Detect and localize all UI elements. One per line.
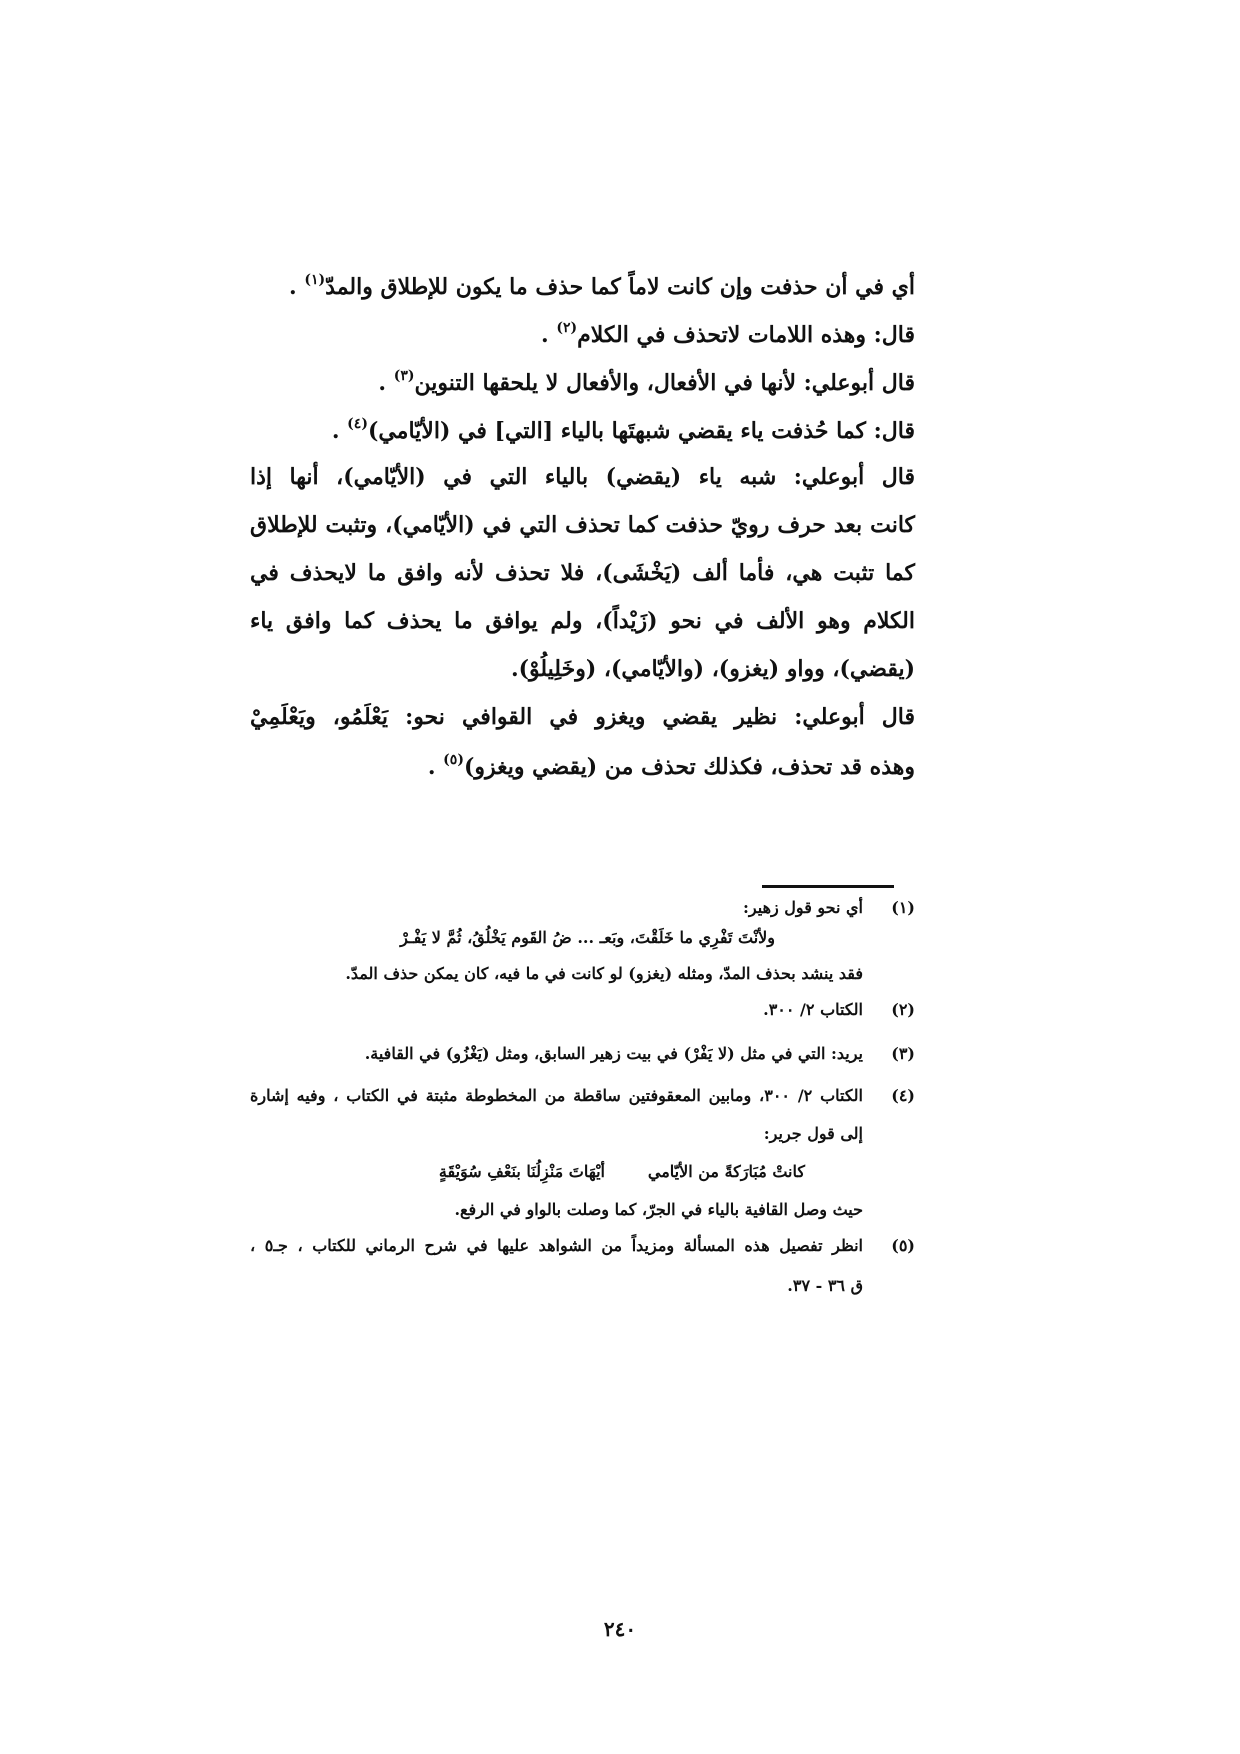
footnote-ref[interactable]: (٢) bbox=[556, 320, 578, 336]
line-text: قال أبوعلي: لأنها في الأفعال، والأفعال لا يلحقها التنوين bbox=[414, 370, 915, 396]
footnote-verse: ولأنْتَ تَفْرِي ما خَلَقْتَ، وبَعـ ... ضُ القَوم يَخْلُقُ، ثُمَّ لا يَفْـرْ bbox=[400, 928, 775, 947]
text-line: قال: كما حُذفت ياء يقضي شبهتَها بالياء [التي] في (الأيّامي)$^{(٤)}$ . bbox=[331, 416, 915, 444]
page-number: ٢٤٠ bbox=[603, 1617, 637, 1641]
footnote-text: انظر تفصيل هذه المسألة ومزيداً من الشواهد عليها في شرح الرماني للكتاب ، جـ٥ ، bbox=[250, 1236, 864, 1255]
footnote-text: أي نحو قول زهير: bbox=[743, 898, 863, 917]
text-line: وهذه قد تحذف، فكذلك تحذف من (يقضي ويغزو)$^{(٥)}$ . bbox=[427, 752, 915, 780]
footnote-ref[interactable]: (٤) bbox=[347, 416, 368, 432]
footnote-verse-b: كانتْ مُبَارَكةً من الأيّامي bbox=[647, 1162, 805, 1181]
line-text: وهذه قد تحذف، فكذلك تحذف من (يقضي ويغزو) bbox=[463, 754, 915, 780]
footnote-number: (١) bbox=[891, 898, 915, 917]
footnote-number: (٤) bbox=[891, 1086, 915, 1105]
footnote-ref[interactable]: (٣) bbox=[393, 368, 415, 384]
text-line: قال أبوعلي: لأنها في الأفعال، والأفعال لا يلحقها التنوين$^{(٣)}$ . bbox=[378, 368, 915, 396]
footnote-number: (٢) bbox=[891, 1000, 915, 1019]
text-line: قال أبوعلي: نظير يقضي ويغزو في القوافي نحو: يَعْلَمُو، ويَعْلَمِيْ bbox=[250, 704, 915, 730]
text-line: قال: وهذه اللامات لاتحذف في الكلام$^{(٢)}$ . bbox=[541, 320, 915, 348]
text-line: الكلام وهو الألف في نحو (زَيْداً)، ولم يوافق ما يحذف كما وافق ياء bbox=[250, 608, 915, 634]
text-line: كما تثبت هي، فأما ألف (يَخْشَى)، فلا تحذف لأنه وافق ما لايحذف في bbox=[250, 560, 915, 586]
footnote-text: الكتاب ٢/ ٣٠٠. bbox=[763, 1000, 863, 1019]
text-line: قال أبوعلي: شبه ياء (يقضي) بالياء التي في (الأيّامي)، أنها إذا bbox=[250, 464, 915, 490]
footnote-number: (٥) bbox=[891, 1236, 915, 1255]
footnote-verse-a: أيْهَاتَ مَنْزِلُنَا بنَعْفِ سُوَيْقَةٍ bbox=[438, 1162, 605, 1181]
footnote-text: يريد: التي في مثل (لا يَفْرْ) في بيت زهير السابق، ومثل (يَغْزُو) في القافية. bbox=[364, 1044, 863, 1063]
line-text: أي في أن حذفت وإن كانت لاماً كما حذف ما يكون للإطلاق والمدّ bbox=[325, 274, 915, 300]
text-line: كانت بعد حرف رويّ حذفت كما تحذف التي في (الأيّامي)، وتثبت للإطلاق bbox=[250, 512, 915, 538]
footnote-ref[interactable]: (١) bbox=[304, 272, 326, 288]
footnote-separator bbox=[762, 885, 894, 888]
text-line: أي في أن حذفت وإن كانت لاماً كما حذف ما يكون للإطلاق والمدّ$^{(١)}$ . bbox=[289, 272, 915, 300]
line-text: قال: وهذه اللامات لاتحذف في الكلام bbox=[577, 322, 915, 348]
footnote-number: (٣) bbox=[891, 1044, 915, 1063]
text-line: (يقضي)، وواو (يغزو)، (والأيّامي)، (وخَلِيلُوْ). bbox=[510, 656, 915, 682]
footnote-text: الكتاب ٢/ ٣٠٠، ومابين المعقوفتين ساقطة من المخطوطة مثبتة في الكتاب ، وفيه إشارة bbox=[250, 1086, 864, 1105]
footnote-ref[interactable]: (٥) bbox=[443, 752, 464, 768]
document-page: أي في أن حذفت وإن كانت لاماً كما حذف ما يكون للإطلاق والمدّ$^{(١)}$ . قال: وهذه اللامات لاتحذف في الكلام$^{(٢)}$ . قال أبوعلي: لأنها في الأفعال، والأفعال لا يلحقها التنوين$^{(٣)}$ . قال: كما حُذفت ياء يقضي شبهتَها بالياء [التي] في (الأيّامي)$^{(٤)}$ . قال أبوعلي: شبه ياء (يقضي) بالياء التي في (الأيّامي)، أنها إذا كانت بعد حرف رويّ حذفت كما تحذف التي في (الأيّامي)، وتثبت للإطلاق كما تثبت هي، فأما ألف (يَخْشَى)، فلا تحذف لأنه وافق ما لايحذف في الكلام وهو الألف في نحو (زَيْداً)، ولم يوافق ما يحذف كما وافق ياء (يقضي)، وواو (يغزو)، (والأيّامي)، (وخَلِيلُوْ). قال أبوعلي: نظير يقضي ويغزو في القوافي نحو: يَعْلَمُو، ويَعْلَمِيْ وهذه قد تحذف، فكذلك تحذف من (يقضي ويغزو)$^{(٥)}$ . (١) أي نحو قول زهير: ولأنْتَ تَفْرِي ما خَلَقْتَ، وبَعـ ... ضُ القَوم يَخْلُقُ، ثُمَّ لا يَفْـرْ فقد ينشد بحذف المدّ، ومثله (يغزو) لو كانت في ما فيه، كان يمكن حذف المدّ. (٢) الكتاب ٢/ ٣٠٠. (٣) يريد: التي في مثل (لا يَفْرْ) في بيت زهير السابق، ومثل (يَغْزُو) في القافية. (٤) الكتاب ٢/ ٣٠٠، ومابين المعقوفتين ساقطة من المخطوطة مثبتة في الكتاب ، وفيه إشارة إلى قول جرير: أيْهَاتَ مَنْزِلُنَا بنَعْفِ سُوَيْقَةٍ كانتْ مُبَارَكةً من الأيّامي حيث وصل القافية بالياء في الجرّ، كما وصلت بالواو في الرفع. (٥) انظر تفصيل هذه المسألة ومزيداً من الشواهد عليها في شرح الرماني للكتاب ، جـ٥ ، ق ٣٦ - ٣٧. ٢٤٠ bbox=[250, 272, 915, 1641]
line-text: قال: كما حُذفت ياء يقضي شبهتَها بالياء [التي] في (الأيّامي) bbox=[367, 418, 915, 444]
